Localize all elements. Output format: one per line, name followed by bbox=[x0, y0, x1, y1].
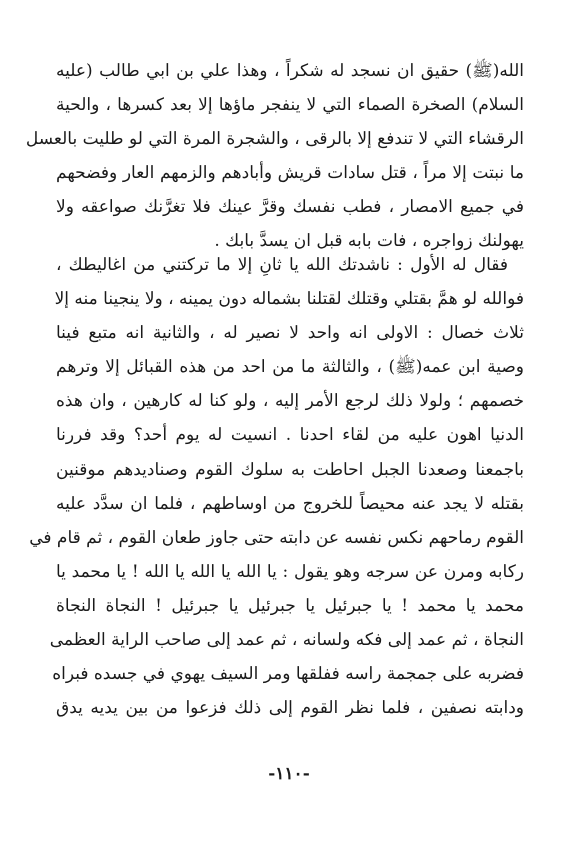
paragraph-2 bbox=[29, 248, 524, 725]
text-line: الدنيا اهون عليه من لقاء احدنا . انسيت له يوم أحد؟ وقد فررنا bbox=[56, 425, 524, 446]
text-line: محمد يا محمد ! يا جبرئيل يا جبرئيل يا جبرئيل ! النجاة النجاة bbox=[56, 595, 524, 616]
text-line: الله(ﷺ) حقيق ان نسجد له شكراً ، وهذا علي بن ابي طالب (عليه bbox=[56, 61, 524, 81]
text-line: في جميع الامصار ، فطب نفسك وقرَّ عينك فلا تغرَّنك صواعقه ولا bbox=[56, 197, 524, 218]
text-line: وصية ابن عمه(ﷺ) ، والثالثة ما من احد من هذه القبائل إلا وترهم bbox=[56, 357, 524, 378]
text-line: خصمهم ؛ ولولا ذلك لرجع الأمر إليه ، ولو كنا له كارهين ، وان هذه bbox=[56, 391, 524, 412]
text-line: ما نبتت إلا مراً ، قتل سادات قريش وأبادهم والزمهم العار وفضحهم bbox=[56, 163, 524, 184]
text-line: بقتله لا يجد عنه محيصاً للخروج من اوساطهم ، فلما ان سدَّد عليه bbox=[56, 493, 524, 514]
paragraph-1 bbox=[25, 54, 524, 259]
text-line: يهولنك زواجره ، فات بابه قبل ان يسدَّ بابك . bbox=[214, 231, 524, 252]
text-line: الرقشاء التي لا تندفع إلا بالرقى ، والشجرة المرة التي لو طليت بالعسل bbox=[25, 129, 524, 150]
text-line: باجمعنا وصعدنا الجبل احاطت به سلوك القوم وصناديدهم موقنين bbox=[56, 459, 524, 480]
text-line: فقال له الأول : ناشدتك الله يا ثانِ إلا ما تركتني من اغاليطك ، bbox=[56, 255, 508, 275]
page-number: -١١٠- bbox=[268, 764, 310, 784]
text-line: فضربه على جمجمة راسه ففلقها ومر السيف يهوي في جسده فبراه bbox=[52, 664, 524, 685]
text-line: ركابه ومرن عن سرجه وهو يقول : يا الله يا الله يا الله ! يا محمد يا bbox=[56, 561, 524, 582]
text-line: ثلاث خصال : الاولى انه واحد لا نصير له ، والثانية انه متبع فينا bbox=[56, 323, 524, 344]
text-line: فوالله لو همَّ بقتلي وقتلك لقتلنا بشماله دون يمينه ، ولا ينجينا منه إلا bbox=[54, 289, 524, 310]
text-line: النجاة ، ثم عمد إلى فكه ولسانه ، ثم عمد إلى صاحب الراية العظمى bbox=[49, 630, 524, 651]
text-line: السلام) الصخرة الصماء التي لا ينفجر ماؤها إلا بعد كسرها ، والحية bbox=[56, 95, 524, 116]
text-line: القوم رماحهم نكس نفسه عن دابته حتى جاوز طعان القوم ، ثم قام في bbox=[29, 527, 524, 548]
text-line: ودابته نصفين ، فلما نظر القوم إلى ذلك فزعوا من بين يديه يدق bbox=[56, 698, 524, 719]
